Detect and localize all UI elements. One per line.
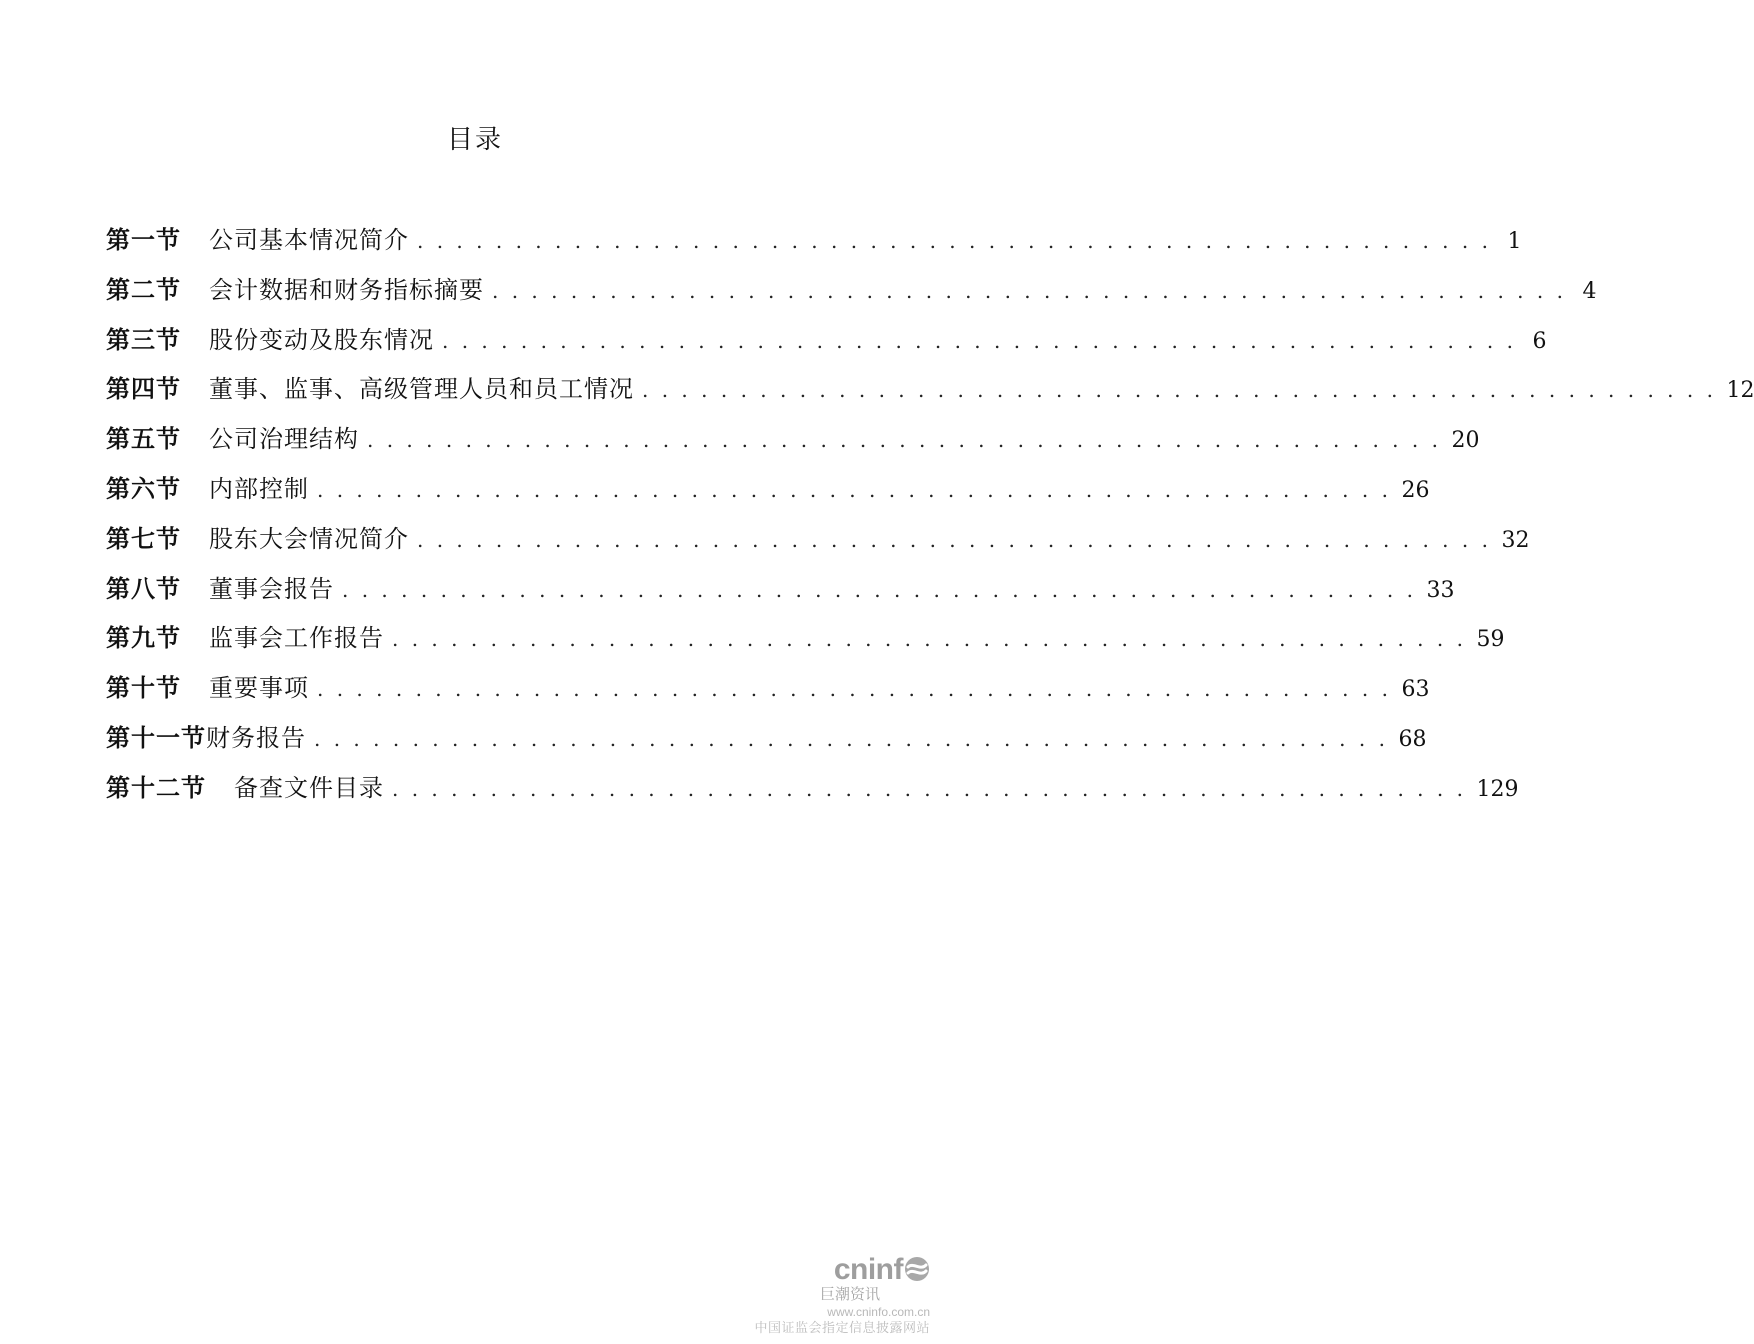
toc-entry-6[interactable] <box>106 471 1430 521</box>
toc-dot-leader: . . . . . . . . . . . . . . . . . . . . . . . . . . . . . . . . . . . . . . . . . . . . . . . . . . . . . . . <box>392 776 1467 801</box>
toc-section-number: 第七节 <box>106 523 181 553</box>
toc-dot-leader: . . . . . . . . . . . . . . . . . . . . . . . . . . . . . . . . . . . . . . . . . . . . . . . . . . . . . . . <box>314 726 1389 751</box>
table-of-contents <box>106 222 1754 820</box>
toc-dot-leader: . . . . . . . . . . . . . . . . . . . . . . . . . . . . . . . . . . . . . . . . . . . . . . . . . . . . . . . <box>317 677 1392 702</box>
toc-dot-leader: . . . . . . . . . . . . . . . . . . . . . . . . . . . . . . . . . . . . . . . . . . . . . . . . . . . . . . . <box>367 428 1442 453</box>
toc-section-title: 股份变动及股东情况 <box>209 325 434 354</box>
toc-dot-leader: . . . . . . . . . . . . . . . . . . . . . . . . . . . . . . . . . . . . . . . . . . . . . . . . . . . . . . . <box>417 527 1492 552</box>
toc-dot-leader: . . . . . . . . . . . . . . . . . . . . . . . . . . . . . . . . . . . . . . . . . . . . . . . . . . . . . . . <box>417 229 1492 253</box>
toc-entry-1[interactable] <box>106 222 1522 272</box>
toc-entry-7[interactable] <box>106 521 1530 571</box>
toc-section-title: 备查文件目录 <box>234 773 384 802</box>
toc-page-number: 32 <box>1501 527 1530 553</box>
toc-section-title: 监事会工作报告 <box>209 624 384 653</box>
toc-dot-leader: . . . . . . . . . . . . . . . . . . . . . . . . . . . . . . . . . . . . . . . . . . . . . . . . . . . . . . . <box>442 328 1517 353</box>
toc-entry-5[interactable] <box>106 421 1480 471</box>
cninfo-watermark <box>750 1254 930 1336</box>
toc-page-number: 6 <box>1532 328 1547 354</box>
toc-section-number: 第四节 <box>106 374 181 404</box>
toc-section-title: 董事、监事、高级管理人员和员工情况 <box>209 375 634 404</box>
toc-dot-leader: . . . . . . . . . . . . . . . . . . . . . . . . . . . . . . . . . . . . . . . . . . . . . . . . . . . . . . . <box>492 278 1567 303</box>
toc-section-title: 财务报告 <box>206 723 306 752</box>
toc-page-number: 1 <box>1507 229 1522 254</box>
toc-section-number: 第九节 <box>106 623 181 653</box>
toc-section-number: 第五节 <box>106 424 181 454</box>
toc-section-title: 会计数据和财务指标摘要 <box>209 275 484 304</box>
toc-section-title: 公司治理结构 <box>209 425 359 454</box>
toc-page-number: 26 <box>1401 477 1430 503</box>
toc-page-number: 63 <box>1401 677 1430 703</box>
toc-section-title: 公司基本情况简介 <box>209 226 409 254</box>
toc-page-number: 33 <box>1426 577 1455 603</box>
watermark-note: 中国证监会指定信息披露网站 <box>754 1320 930 1335</box>
toc-section-number: 第三节 <box>106 324 181 354</box>
toc-dot-leader: . . . . . . . . . . . . . . . . . . . . . . . . . . . . . . . . . . . . . . . . . . . . . . . . . . . . . . . <box>392 627 1467 652</box>
toc-page-number: 129 <box>1476 776 1519 802</box>
toc-page-number: 20 <box>1451 428 1480 454</box>
toc-section-number: 第二节 <box>106 274 181 304</box>
watermark-brand-text: cninf <box>833 1253 903 1286</box>
toc-dot-leader: . . . . . . . . . . . . . . . . . . . . . . . . . . . . . . . . . . . . . . . . . . . . . . . . . . . . . . . <box>342 577 1417 602</box>
toc-section-number: 第十一节 <box>106 722 206 752</box>
toc-page-number: 68 <box>1398 726 1427 752</box>
toc-dot-leader: . . . . . . . . . . . . . . . . . . . . . . . . . . . . . . . . . . . . . . . . . . . . . . . . . . . . . . . <box>642 378 1717 403</box>
toc-entry-4[interactable] <box>106 371 1754 421</box>
toc-section-number: 第八节 <box>106 573 181 603</box>
toc-section-title: 重要事项 <box>209 674 309 703</box>
toc-entry-3[interactable] <box>106 322 1547 372</box>
toc-entry-9[interactable] <box>106 620 1505 670</box>
toc-entry-8[interactable] <box>106 571 1455 621</box>
toc-page-number: 12 <box>1726 378 1754 404</box>
watermark-url: www.cninfo.com.cn <box>827 1305 930 1319</box>
toc-section-number: 第六节 <box>106 473 181 503</box>
toc-section-number: 第一节 <box>106 225 181 254</box>
toc-section-title: 内部控制 <box>209 474 309 503</box>
watermark-brand <box>750 1254 930 1286</box>
toc-dot-leader: . . . . . . . . . . . . . . . . . . . . . . . . . . . . . . . . . . . . . . . . . . . . . . . . . . . . . . . <box>317 477 1392 502</box>
toc-page-number: 59 <box>1476 627 1505 653</box>
watermark-name: 巨潮资讯 <box>819 1286 880 1303</box>
toc-section-title: 股东大会情况简介 <box>209 524 409 553</box>
toc-entry-10[interactable] <box>106 670 1430 720</box>
toc-section-number: 第十节 <box>106 673 181 703</box>
toc-entry-2[interactable] <box>106 272 1597 322</box>
toc-page-number: 4 <box>1582 278 1597 304</box>
toc-entry-11[interactable] <box>106 720 1427 770</box>
page-title: 目录 <box>446 125 503 155</box>
toc-entry-12[interactable] <box>106 770 1519 820</box>
cninfo-swirl-icon <box>904 1256 930 1282</box>
toc-section-number: 第十二节 <box>106 772 206 802</box>
toc-section-title: 董事会报告 <box>209 574 334 603</box>
